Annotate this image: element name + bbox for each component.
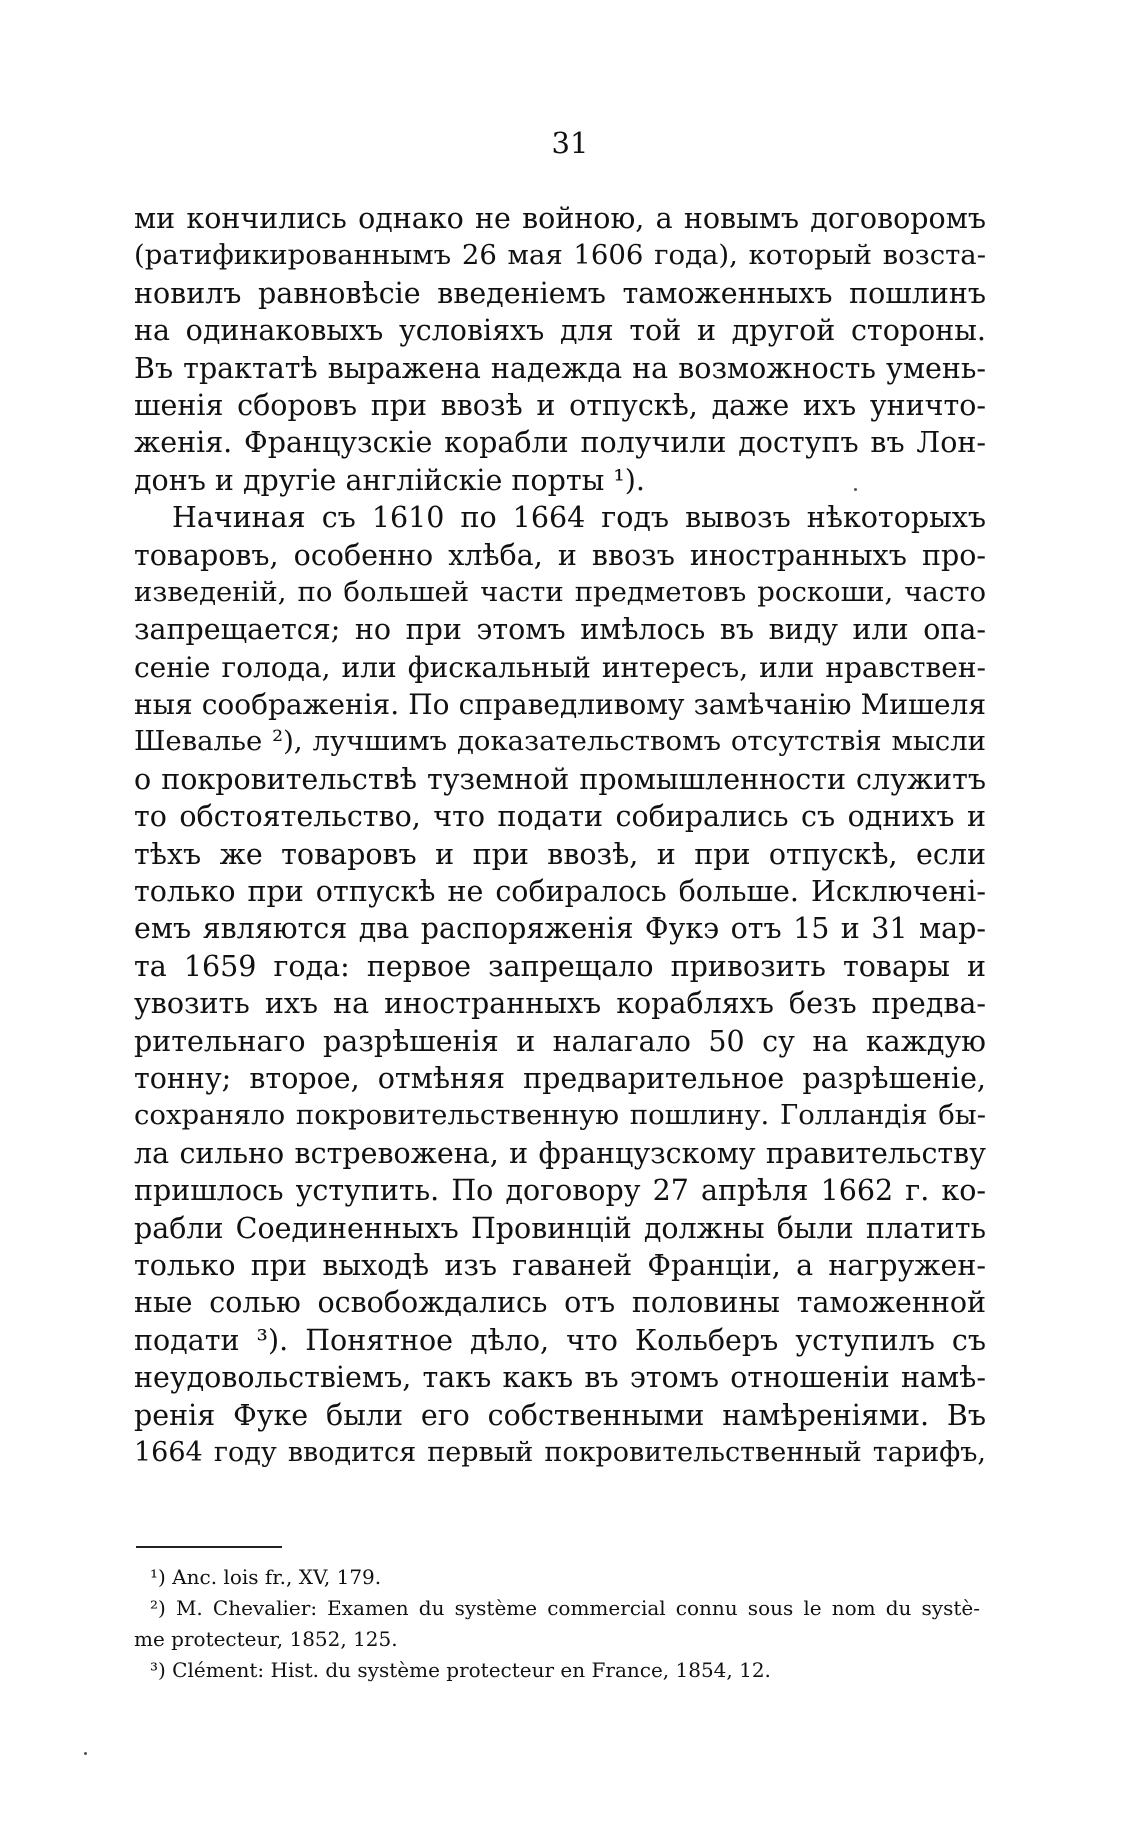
text-line: ла сильно встревожена, и французскому правительству xyxy=(134,1136,986,1170)
text-line: ми кончились однако не войною, а новымъ договоромъ xyxy=(134,202,986,235)
main-text xyxy=(134,200,986,1471)
text-line: изведеній, по большей части предметовъ роскоши, часто xyxy=(134,575,986,608)
text-line: запрещается; но при этомъ имѣлось въ виду или опа- xyxy=(134,613,986,647)
text-line: неудовольствіемъ, такъ какъ въ этомъ отношеніи намѣ- xyxy=(134,1361,986,1395)
footnote-1: ¹) Anc. lois fr., XV, 179. xyxy=(150,1565,382,1589)
text-line: ренія Фуке были его собственными намѣреніями. Въ xyxy=(134,1398,986,1432)
footnote-2: ²) M. Chevalier: Examen du système commercial connu sous le nom du systè- xyxy=(150,1596,980,1620)
text-line: пришлось уступить. По договору 27 апрѣля 1662 г. ко- xyxy=(134,1174,986,1208)
text-line: только при отпускѣ не собиралось больше. Исключені- xyxy=(134,875,986,909)
text-line: женія. Французскіе корабли получили доступъ въ Лон- xyxy=(134,426,986,460)
text-line: шенія сборовъ при ввозѣ и отпускѣ, даже ихъ уничто- xyxy=(134,388,986,422)
text-line: о покровительствѣ туземной промышленности служитъ xyxy=(134,762,986,796)
speck-mark xyxy=(84,1752,87,1755)
text-line: увозить ихъ на иностранныхъ корабляхъ безъ предва- xyxy=(134,987,986,1021)
text-line: ныя соображенія. По справедливому замѣчанію Мишеля xyxy=(134,688,986,722)
text-line: та 1659 года: первое запрещало привозить товары и xyxy=(134,949,986,983)
text-line: донъ и другіе англійскіе порты ¹). xyxy=(134,463,645,497)
footnote-2-continuation: me protecteur, 1852, 125. xyxy=(134,1627,398,1651)
text-line: новилъ равновѣсіе введеніемъ таможенныхъ пошлинъ xyxy=(134,276,986,310)
footnotes xyxy=(134,1562,980,1686)
text-line: рабли Соединенныхъ Провинцій должны были платить xyxy=(134,1211,986,1245)
text-line: тонну; второе, отмѣняя предварительное разрѣшеніе, xyxy=(134,1061,986,1095)
speck-mark xyxy=(854,488,857,491)
text-line: (ратификированнымъ 26 мая 1606 года), который возста- xyxy=(134,239,986,272)
text-line: на одинаковыхъ условіяхъ для той и другой стороны. xyxy=(134,314,986,348)
text-line: сеніе голода, или фискальный интересъ, или нравствен- xyxy=(134,650,986,684)
text-line: Начиная съ 1610 по 1664 годъ вывозъ нѣкоторыхъ xyxy=(172,501,986,535)
text-line: рительнаго разрѣшенія и налагало 50 су на каждую xyxy=(134,1024,986,1058)
text-line: Шевалье ²), лучшимъ доказательствомъ отсутствія мысли xyxy=(134,725,986,758)
text-line: подати ³). Понятное дѣло, что Кольберъ уступилъ съ xyxy=(134,1323,986,1357)
text-line: Въ трактатѣ выражена надежда на возможность умень- xyxy=(134,351,986,385)
text-line: тѣхъ же товаровъ и при ввозѣ, и при отпускѣ, если xyxy=(134,837,986,871)
page-number: 31 xyxy=(551,126,589,160)
footnote-divider xyxy=(136,1546,282,1548)
text-line: 1664 году вводится первый покровительственный тарифъ, xyxy=(134,1436,986,1468)
text-line: товаровъ, особенно хлѣба, и ввозъ иностранныхъ про- xyxy=(134,538,986,572)
text-line: только при выходѣ изъ гаваней Франціи, а нагружен- xyxy=(134,1248,986,1282)
text-line: сохраняло покровительственную пошлину. Голландія бы- xyxy=(134,1099,986,1132)
text-line: ные солью освобождались отъ половины таможенной xyxy=(134,1286,986,1320)
footnote-3: ³) Clément: Hist. du système protecteur en France, 1854, 12. xyxy=(150,1658,771,1682)
text-line: емъ являются два распоряженія Фукэ отъ 15 и 31 мар- xyxy=(134,912,986,946)
text-line: то обстоятельство, что подати собирались съ однихъ и xyxy=(134,800,986,834)
